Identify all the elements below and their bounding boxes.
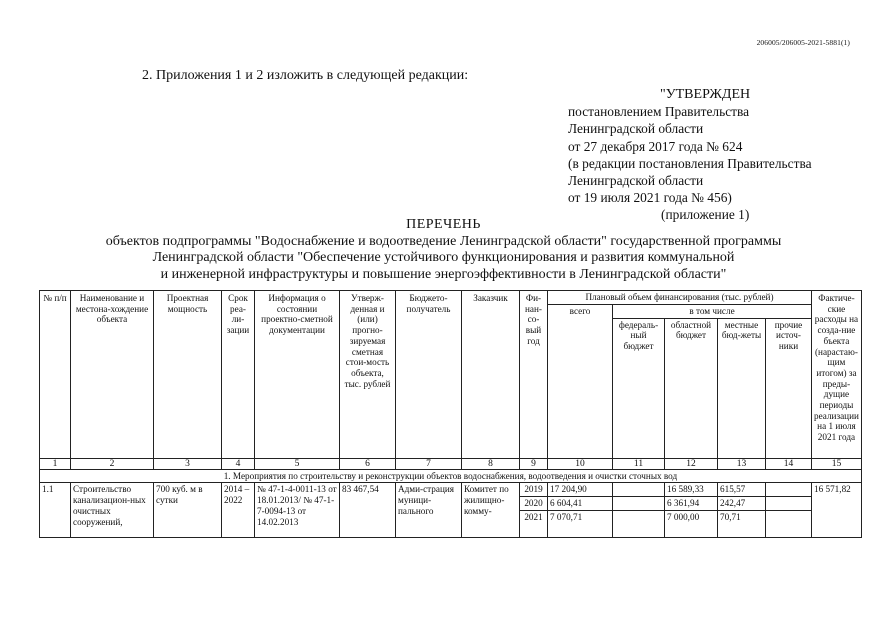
- header-info: Информация о состоянии проектно-сметной документации: [255, 291, 340, 459]
- approval-title: "УТВЕРЖДЕН: [660, 87, 751, 102]
- approval-line: постановлением Правительства: [568, 104, 750, 120]
- row-other: [766, 483, 812, 497]
- row-other: [766, 511, 812, 538]
- column-number: 15: [812, 458, 862, 469]
- column-number: 7: [396, 458, 462, 469]
- header-local: местные бюд-жеты: [718, 318, 766, 458]
- row-federal: [613, 483, 665, 497]
- column-number: 9: [520, 458, 548, 469]
- row-total: 17 204,90: [548, 483, 613, 497]
- row-local: 242,47: [718, 497, 766, 511]
- header-regional: областной бюджет: [665, 318, 718, 458]
- row-year: 2020: [520, 497, 548, 511]
- row-year: 2019: [520, 483, 548, 497]
- row-local: 615,57: [718, 483, 766, 497]
- heading-line: Ленинградской области "Обеспечение устойчивого функционирования и развития коммунальной: [152, 250, 735, 265]
- column-number: 11: [613, 458, 665, 469]
- column-number: 6: [340, 458, 396, 469]
- row-year: 2021: [520, 511, 548, 538]
- row-regional: 16 589,33: [665, 483, 718, 497]
- table-row: [40, 483, 862, 497]
- section-title: 1. Мероприятия по строительству и реконструкции объектов водоснабжения, водоотведения и очистки сточных вод: [40, 469, 862, 483]
- column-number: 2: [71, 458, 154, 469]
- column-number: 1: [40, 458, 71, 469]
- header-approved-cost: Утверж-денная и (или) прогно-зируемая сметная стои-мость объекта, тыс. рублей: [340, 291, 396, 459]
- section-row: [40, 469, 862, 483]
- row-approved-cost: 83 467,54: [340, 483, 396, 538]
- approval-line: (в редакции постановления Правительства: [568, 155, 812, 171]
- header-incl: в том числе: [613, 305, 812, 319]
- approval-line: от 27 декабря 2017 года № 624: [568, 138, 743, 154]
- heading-line: и инженерной инфраструктуры и повышение энергоэффективности в Ленинградской области": [160, 266, 727, 282]
- approval-line: Ленинградской области: [568, 173, 704, 189]
- header-customer: Заказчик: [462, 291, 520, 459]
- document-heading: [0, 217, 887, 283]
- row-name: Строительство канализацион-ных очистных сооружений,: [71, 483, 154, 538]
- row-regional: 7 000,00: [665, 511, 718, 538]
- header-term: Срок реа-ли-зации: [222, 291, 255, 459]
- header-num: № п/п: [40, 291, 71, 459]
- header-total: всего: [548, 305, 613, 459]
- header-plan: Плановый объем финансирования (тыс. рублей): [548, 291, 812, 305]
- header-other: прочие источ-ники: [766, 318, 812, 458]
- column-number: 3: [154, 458, 222, 469]
- row-total: 6 604,41: [548, 497, 613, 511]
- header-federal: федераль-ный бюджет: [613, 318, 665, 458]
- header-actual: Фактиче-ские расходы на созда-ние бъекта (нарастаю-щим итогом) за преды-дущие периоды реализации на 1 июля 2021 года: [812, 291, 862, 459]
- header-recipient: Бюджето-получатель: [396, 291, 462, 459]
- approval-line: от 19 июля 2021 года № 456): [568, 190, 732, 206]
- approval-appendix: (приложение 1): [661, 207, 750, 223]
- header-year: Фи-нан-со-вый год: [520, 291, 548, 459]
- column-number: 8: [462, 458, 520, 469]
- column-number-row: [40, 458, 862, 469]
- column-number: 5: [255, 458, 340, 469]
- row-other: [766, 497, 812, 511]
- objects-table: [39, 290, 862, 538]
- header-name: Наименование и местона-хождение объекта: [71, 291, 154, 459]
- column-number: 13: [718, 458, 766, 469]
- row-term: 2014 – 2022: [222, 483, 255, 538]
- row-info: № 47-1-4-0011-13 от 18.01.2013/ № 47-1-7-0094-13 от 14.02.2013: [255, 483, 340, 538]
- row-federal: [613, 497, 665, 511]
- column-number: 14: [766, 458, 812, 469]
- approval-line: Ленинградской области: [568, 121, 704, 137]
- column-number: 10: [548, 458, 613, 469]
- row-actual: 16 571,82: [812, 483, 862, 538]
- approval-block: [568, 86, 812, 224]
- row-regional: 6 361,94: [665, 497, 718, 511]
- intro-paragraph: 2. Приложения 1 и 2 изложить в следующей редакции:: [142, 68, 469, 83]
- document-id: 206005/206005-2021-5881(1): [756, 38, 850, 47]
- header-capacity: Проектная мощность: [154, 291, 222, 459]
- row-num: 1.1: [40, 483, 71, 538]
- heading-title: ПЕРЕЧЕНЬ: [406, 217, 481, 232]
- row-federal: [613, 511, 665, 538]
- row-customer: Комитет по жилищно-комму-: [462, 483, 520, 538]
- row-recipient: Адми-страция муници-пального: [396, 483, 462, 538]
- row-capacity: 700 куб. м в сутки: [154, 483, 222, 538]
- row-local: 70,71: [718, 511, 766, 538]
- column-number: 12: [665, 458, 718, 469]
- heading-line: объектов подпрограммы "Водоснабжение и водоотведение Ленинградской области" государственной программы: [105, 233, 782, 249]
- row-total: 7 070,71: [548, 511, 613, 538]
- table-header-row: [40, 291, 862, 305]
- column-number: 4: [222, 458, 255, 469]
